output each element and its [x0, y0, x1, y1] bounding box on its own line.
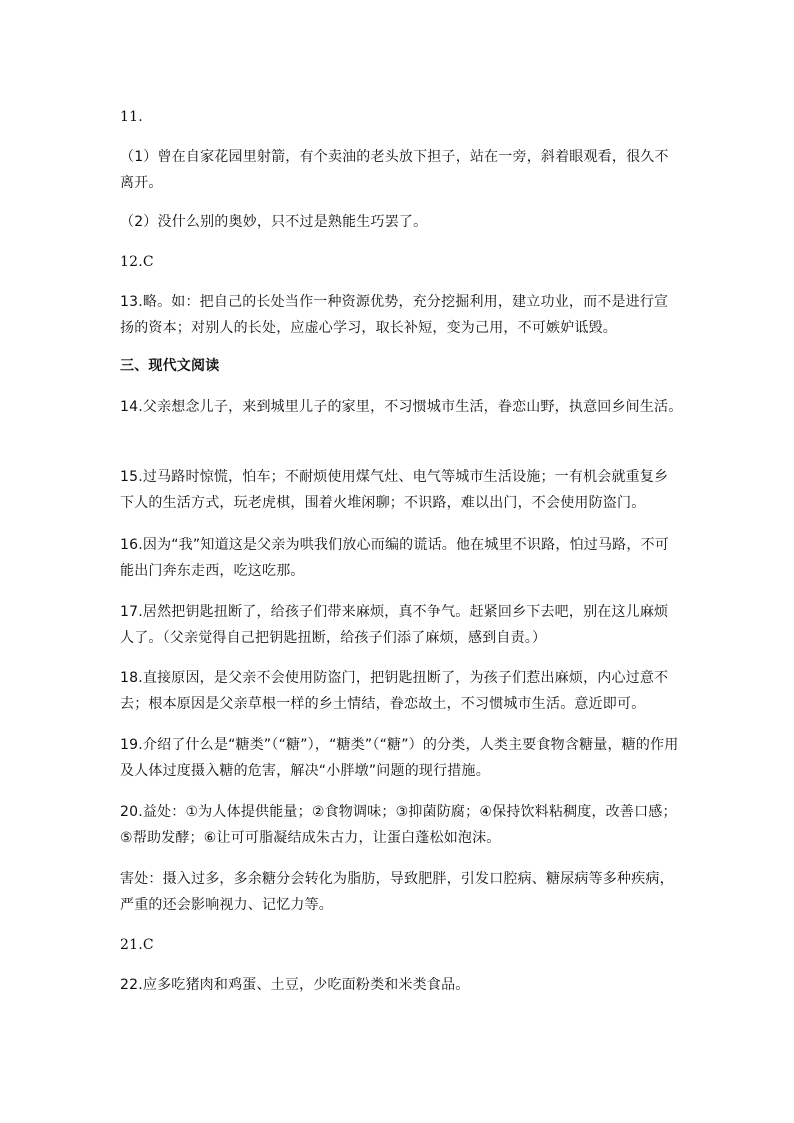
answer-20-harms: 害处：摄入过多，多余糖分会转化为脂肪，导致肥胖，引发口腔病、糖尿病等多种疾病，严重的还会影响视力、记忆力等。 — [120, 871, 674, 913]
answer-18: 18.直接原因，是父亲不会使用防盗门，把钥匙扭断了，为孩子们惹出麻烦，内心过意不去；根本原因是父亲草根一样的乡土情结，眷恋故土，不习惯城市生活。意近即可。 — [120, 670, 669, 712]
answer-21: 21.C — [120, 937, 154, 953]
answer-11-part-1: （1）曾在自家花园里射箭，有个卖油的老头放下担子，站在一旁，斜着眼观看，很久不离开。 — [120, 149, 669, 191]
answer-11-part-2: （2）没什么别的奥妙，只不过是熟能生巧罢了。 — [120, 214, 428, 230]
answer-19: 19.介绍了什么是“糖类”（“糖”），“糖类”（“糖”）的分类，人类主要食物含糖量，糖的作用及人体过度摄入糖的危害，解决“小胖墩”问题的现行措施。 — [120, 737, 679, 779]
section-heading-modern-reading: 三、现代文阅读 — [120, 358, 220, 374]
answer-17: 17.居然把钥匙扭断了，给孩子们带来麻烦，真不争气。赶紧回乡下去吧，别在这儿麻烦人了。（父亲觉得自己把钥匙扭断，给孩子们添了麻烦，感到自责。） — [120, 604, 669, 646]
answer-15: 15.过马路时惊慌，怕车；不耐烦使用煤气灶、电气等城市生活设施；一有机会就重复乡下人的生活方式，玩老虎棋，围着火堆闲聊；不识路，难以出门，不会使用防盗门。 — [120, 469, 669, 511]
answer-20-benefits: 20.益处：①为人体提供能量；②食物调味；③抑菌防腐；④保持饮料粘稠度，改善口感；⑤帮助发酵；⑥让可可脂凝结成朱古力，让蛋白蓬松如泡沫。 — [120, 804, 677, 846]
answer-16: 16.因为“我”知道这是父亲为哄我们放心而编的谎话。他在城里不识路，怕过马路，不可能出门奔东走西，吃这吃那。 — [120, 537, 669, 579]
answer-22: 22.应多吃猪肉和鸡蛋、土豆，少吃面粉类和米类食品。 — [120, 977, 470, 993]
answer-12: 12.C — [120, 254, 154, 270]
answer-11-heading: 11. — [120, 109, 143, 125]
answer-14: 14.父亲想念儿子，来到城里儿子的家里，不习惯城市生活，眷恋山野，执意回乡间生活。 — [120, 399, 683, 415]
answer-13: 13.略。如：把自己的长处当作一种资源优势，充分挖掘利用，建立功业，而不是进行宣扬的资本；对别人的长处，应虚心学习，取长补短，变为己用，不可嫉妒诋毁。 — [120, 294, 669, 336]
